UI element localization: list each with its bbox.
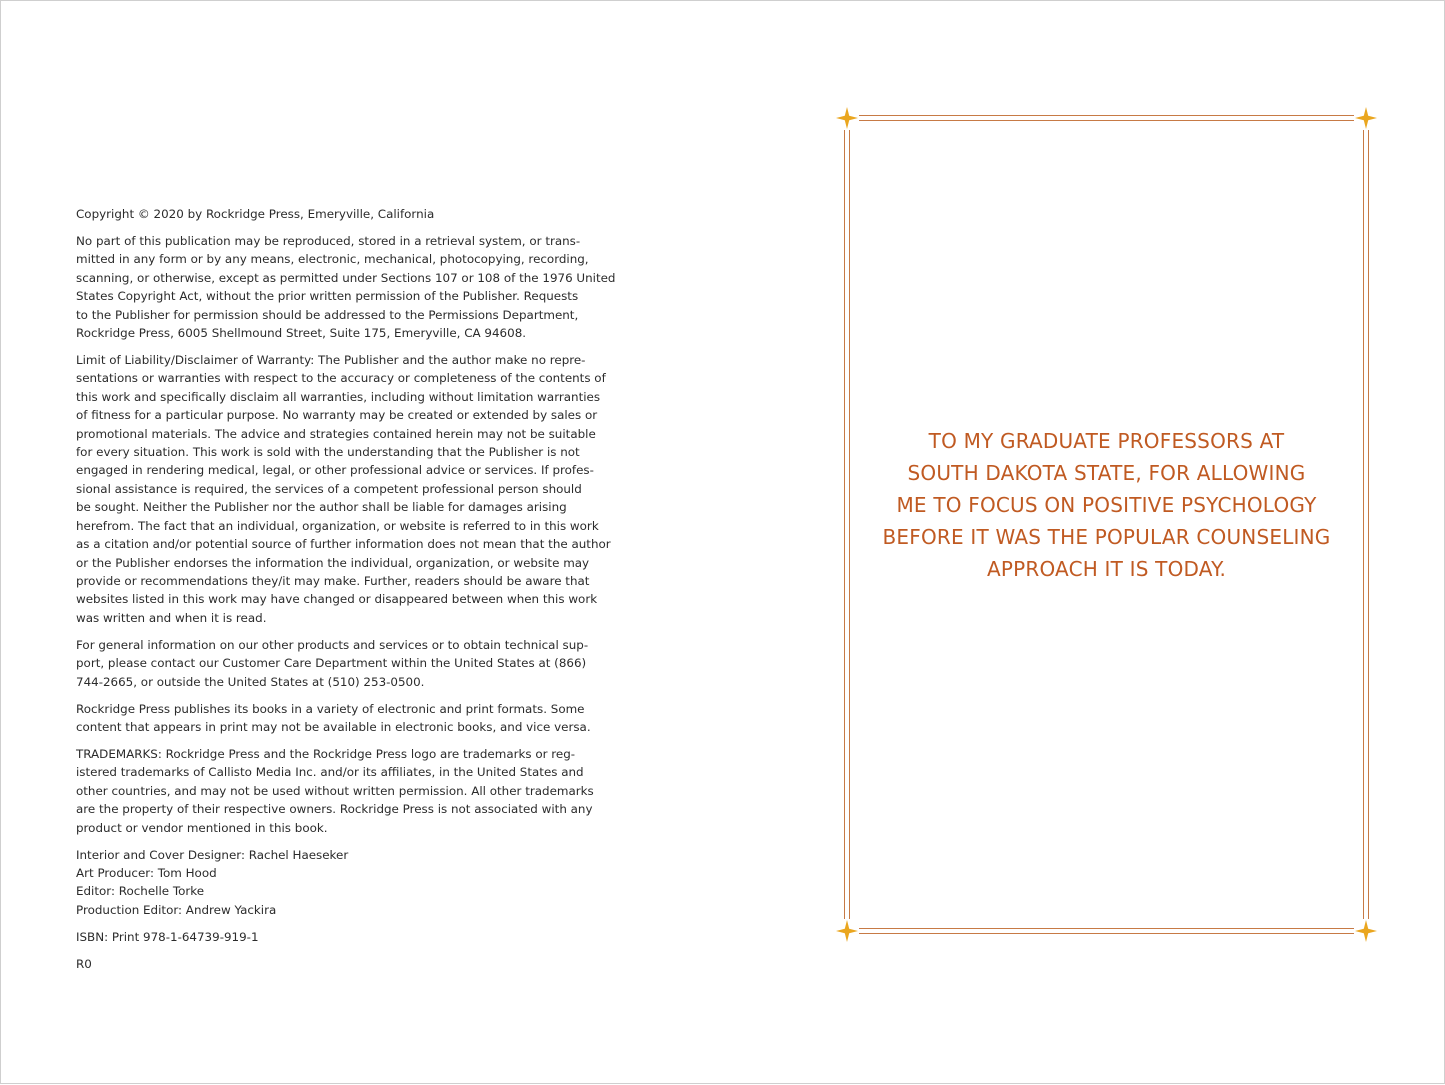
copyright-line: [76, 205, 616, 223]
dedication-text: [847, 425, 1366, 585]
text-line: sentations or warranties with respect to the accuracy or completeness of the contents of: [76, 371, 606, 386]
text-line: TRADEMARKS: Rockridge Press and the Rockridge Press logo are trademarks or reg-: [76, 746, 576, 761]
text-line: istered trademarks of Callisto Media Inc. and/or its affiliates, in the United States and: [76, 765, 584, 780]
text-line: provide or recommendations they/it may make. Further, readers should be aware that: [76, 573, 590, 588]
text-line: product or vendor mentioned in this book.: [76, 820, 328, 835]
credit-art-producer: Art Producer: Tom Hood: [76, 865, 217, 880]
text-line: content that appears in print may not be available in electronic books, and vice versa.: [76, 719, 591, 734]
text-line: No part of this publication may be reproduced, stored in a retrieval system, or trans-: [76, 234, 581, 248]
text-line: sional assistance is required, the services of a competent professional person should: [76, 481, 582, 496]
text-line: For general information on our other products and services or to obtain technical sup-: [76, 637, 589, 652]
text-line: 744-2665, or outside the United States at (510) 253-0500.: [76, 674, 425, 689]
text-line: promotional materials. The advice and strategies contained herein may not be suitable: [76, 426, 596, 441]
frame-top-outer-line: [859, 115, 1354, 116]
isbn-line: [76, 928, 616, 946]
printing-line: [76, 955, 616, 973]
isbn-text: ISBN: Print 978-1-64739-919-1: [76, 929, 259, 944]
four-pointed-star-icon: [1355, 107, 1377, 129]
text-line: herefrom. The fact that an individual, organization, or website is referred to in this work: [76, 518, 599, 533]
text-line: to the Publisher for permission should be addressed to the Permissions Department,: [76, 307, 579, 322]
support-paragraph: [76, 636, 616, 691]
dedication-line: BEFORE IT WAS THE POPULAR COUNSELING: [882, 525, 1331, 549]
liability-paragraph: [76, 351, 616, 627]
four-pointed-star-icon: [1355, 920, 1377, 942]
dedication-line: SOUTH DAKOTA STATE, FOR ALLOWING: [907, 461, 1306, 485]
text-line: or the Publisher endorses the information the individual, organization, or website may: [76, 555, 590, 570]
four-pointed-star-icon: [836, 107, 858, 129]
text-line: port, please contact our Customer Care Department within the United States at (866): [76, 656, 587, 671]
printing-code: R0: [76, 956, 92, 971]
text-line: Limit of Liability/Disclaimer of Warranty: The Publisher and the author make no repre-: [76, 353, 586, 368]
frame-left-outer-line: [844, 130, 845, 919]
text-line: was written and when it is read.: [76, 610, 267, 625]
text-line: websites listed in this work may have changed or disappeared between when this work: [76, 592, 598, 607]
text-line: of fitness for a particular purpose. No warranty may be created or extended by sales or: [76, 408, 598, 423]
trademarks-paragraph: [76, 745, 616, 837]
dedication-line: APPROACH IT IS TODAY.: [986, 557, 1227, 581]
copyright-page: [76, 205, 616, 982]
frame-bottom-outer-line: [859, 933, 1354, 934]
formats-paragraph: [76, 700, 616, 737]
frame-right-outer-line: [1368, 130, 1369, 919]
credit-designer: Interior and Cover Designer: Rachel Haeseker: [76, 847, 349, 862]
dedication-line: TO MY GRADUATE PROFESSORS AT: [928, 429, 1285, 453]
text-line: Rockridge Press publishes its books in a variety of electronic and print formats. Some: [76, 701, 585, 716]
text-line: be sought. Neither the Publisher nor the author shall be liable for damages arising: [76, 500, 567, 515]
credit-editor: Editor: Rochelle Torke: [76, 884, 205, 899]
text-line: are the property of their respective owners. Rockridge Press is not associated with any: [76, 802, 593, 817]
text-line: this work and specifically disclaim all warranties, including without limitation warranties: [76, 389, 601, 404]
text-line: other countries, and may not be used without written permission. All other trademarks: [76, 783, 594, 798]
text-line: mitted in any form or by any means, electronic, mechanical, photocopying, recording,: [76, 252, 589, 267]
text-line: as a citation and/or potential source of further information does not mean that the author: [76, 537, 611, 552]
credits-block: [76, 846, 616, 920]
dedication-line: ME TO FOCUS ON POSITIVE PSYCHOLOGY: [896, 493, 1317, 517]
rights-paragraph: [76, 232, 616, 342]
frame-top-inner-line: [859, 120, 1354, 121]
copyright-text: Copyright © 2020 by Rockridge Press, Emeryville, California: [76, 207, 435, 221]
book-spread: [1, 1, 1445, 1085]
four-pointed-star-icon: [836, 920, 858, 942]
frame-bottom-inner-line: [859, 928, 1354, 929]
text-line: engaged in rendering medical, legal, or other professional advice or services. If profes-: [76, 463, 594, 478]
text-line: States Copyright Act, without the prior written permission of the Publisher. Requests: [76, 289, 579, 304]
text-line: for every situation. This work is sold with the understanding that the Publisher is not: [76, 445, 580, 460]
text-line: Rockridge Press, 6005 Shellmound Street, Suite 175, Emeryville, CA 94608.: [76, 326, 527, 341]
text-line: scanning, or otherwise, except as permitted under Sections 107 or 108 of the 1976 United: [76, 270, 616, 285]
credit-production-editor: Production Editor: Andrew Yackira: [76, 902, 277, 917]
